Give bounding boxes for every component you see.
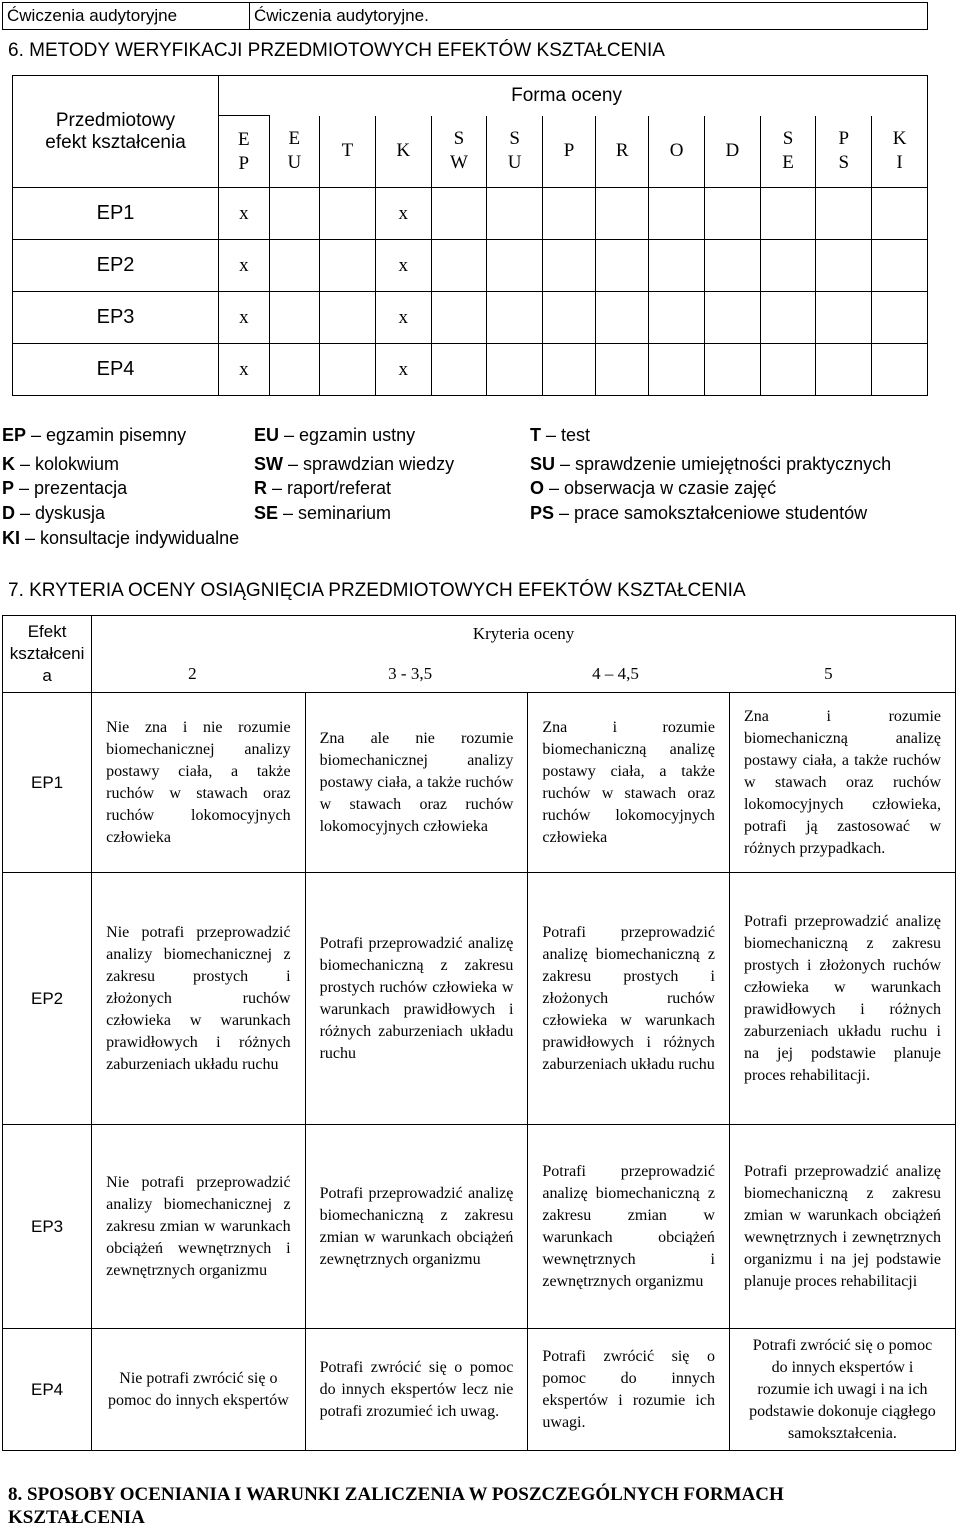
forma-col-header [320,116,376,188]
forma-oceny-table [12,75,928,396]
forma-mark-cell [543,188,596,240]
forma-mark-cell [760,240,816,292]
kryteria-group-header: Kryteria oceny [472,624,575,643]
forma-col-header [219,116,270,188]
legend-su: SU – sprawdzenie umiejętności praktycznych [530,454,892,474]
forma-col-header [760,116,816,188]
forma-row [13,240,928,292]
kryteria-cell: Nie potrafi przeprowadzić analizy biomechanicznej z zakresu zmian w warunkach obciążeń wewnętrznych i zewnętrznych organizmu [92,1125,305,1329]
forma-col-letter: S [509,128,520,150]
forma-mark-cell [596,344,649,396]
section-6-title: 6. METODY WERYFIKACJI PRZEDMIOTOWYCH EFEKTÓW KSZTAŁCENIA [8,40,665,61]
forma-mark-cell: x [219,344,270,396]
forma-mark-cell [872,188,928,240]
forma-row [13,188,928,240]
kryteria-cell: Potrafi przeprowadzić analizę biomechaniczną z zakresu prostych i złożonych ruchów człowieka w warunkach prawidłowych i różnych zaburzeniach układu ruchu i na jej podstawie planuje proces rehabilitacji. [729,873,955,1125]
forma-mark-cell [704,188,760,240]
grade-5: 5 [824,664,833,683]
kryteria-first-header [3,616,92,693]
forma-row-label: EP3 [13,292,219,344]
forma-col-letter: E [782,152,794,174]
forma-first-header-l2: efekt kształcenia [45,131,186,153]
kryteria-cell: Nie potrafi zwrócić się o pomoc do innych ekspertów [92,1329,305,1451]
forma-mark-cell: x [375,344,431,396]
forma-mark-cell [487,292,543,344]
forma-mark-cell [543,344,596,396]
forma-row-label: EP1 [13,188,219,240]
forma-col-letter: K [892,128,907,150]
forma-mark-cell [487,188,543,240]
forma-col-letter: P [563,140,575,162]
legend-ep: EP – egzamin pisemny [2,425,187,445]
forma-group-header: Forma oceny [219,76,928,116]
kryteria-first-header-l3: a [42,666,52,685]
forma-col-header [596,116,649,188]
kryteria-table [2,615,956,1451]
kryteria-cell: Zna ale nie rozumie biomechanicznej analizy postawy ciała, a także ruchów w stawach oraz ruchów lokomocyjnych człowieka [305,693,528,873]
kryteria-first-header-l1: Efekt [27,622,67,641]
forma-mark-cell [487,240,543,292]
legend-t: T – test [530,425,591,445]
kryteria-row-label: EP1 [3,693,92,873]
forma-mark-cell: x [375,240,431,292]
forma-mark-cell: x [219,188,270,240]
kryteria-cell: Potrafi przeprowadzić analizę biomechaniczną z zakresu zmian w warunkach obciążeń wewnętrznych i zewnętrznych organizmu i na jej podstawie planuje proces rehabilitacji [729,1125,955,1329]
kryteria-row-label: EP3 [3,1125,92,1329]
forma-row-label: EP2 [13,240,219,292]
legend-o: O – obserwacja w czasie zajęć [530,478,777,498]
forma-mark-cell [872,292,928,344]
forma-mark-cell [596,240,649,292]
forma-first-header-l1: Przedmiotowy [55,109,176,131]
kryteria-first-header-l2: kształceni [9,644,85,663]
kryteria-cell: Zna i rozumie biomechaniczną analizę postawy ciała, a także ruchów w stawach oraz ruchów lokomocyjnych człowieka, potrafi ją zastosować w różnych przypadkach. [729,693,955,873]
forma-mark-cell [320,188,376,240]
legend-ps: PS – prace samokształceniowe studentów [530,503,868,523]
header-left-cell: Ćwiczenia audytoryjne [3,3,250,30]
forma-mark-cell [816,240,872,292]
forma-mark-cell: x [219,292,270,344]
kryteria-cell: Potrafi zwrócić się o pomoc do innych ekspertów i rozumie ich uwagi. [528,1329,730,1451]
forma-mark-cell [872,240,928,292]
forma-mark-cell: x [375,188,431,240]
forma-mark-cell [872,344,928,396]
forma-col-letter: K [396,140,411,162]
forma-row-label: EP4 [13,344,219,396]
kryteria-cell: Potrafi zwrócić się o pomoc do innych ekspertów i rozumie ich uwagi i na ich podstawie dokonuje ciągłego samokształcenia. [729,1329,955,1451]
forma-col-letter: P [238,152,250,174]
forma-col-header [269,116,320,188]
forma-col-header [816,116,872,188]
kryteria-row [3,693,956,873]
section-7-title: 7. KRYTERIA OCENY OSIĄGNIĘCIA PRZEDMIOTOWYCH EFEKTÓW KSZTAŁCENIA [8,580,746,601]
forma-mark-cell [649,344,705,396]
forma-col-letter: R [615,140,629,162]
forma-mark-cell [704,344,760,396]
forma-col-letter: E [238,128,250,150]
forma-mark-cell [704,292,760,344]
forma-mark-cell [760,344,816,396]
forma-col-header [431,116,487,188]
forma-col-letter: T [341,140,354,162]
forma-mark-cell [704,240,760,292]
section-8-title-l1: 8. SPOSOBY OCENIANIA I WARUNKI ZALICZENIA W POSZCZEGÓLNYCH FORMACH [8,1484,784,1505]
forma-mark-cell [487,344,543,396]
kryteria-cell: Potrafi przeprowadzić analizę biomechaniczną z zakresu prostych ruchów człowieka w warunkach prawidłowych i różnych zaburzeniach układu ruchu [305,873,528,1125]
forma-mark-cell [816,188,872,240]
kryteria-row-label: EP4 [3,1329,92,1451]
forma-col-letter: U [507,152,522,174]
kryteria-cell: Potrafi przeprowadzić analizę biomechaniczną z zakresu zmian w warunkach obciążeń wewnętrznych i zewnętrznych organizmu [528,1125,730,1329]
legend-ki: KI – konsultacje indywidualne [2,528,240,548]
kryteria-cell: Nie potrafi przeprowadzić analizy biomechanicznej z zakresu prostych i złożonych ruchów człowieka w warunkach prawidłowych i różnych zaburzeniach układu ruchu [92,873,305,1125]
kryteria-row [3,1125,956,1329]
kryteria-cell: Zna i rozumie biomechaniczną analizę postawy ciała, a także ruchów w stawach oraz ruchów lokomocyjnych człowieka [528,693,730,873]
legend-r: R – raport/referat [254,478,392,498]
legend-se: SE – seminarium [254,503,392,523]
grade-2: 2 [188,664,197,683]
forma-mark-cell [269,240,320,292]
forma-mark-cell [816,344,872,396]
forma-col-letter: E [288,128,301,150]
legend-p: P – prezentacja [2,478,128,498]
forma-col-header [543,116,596,188]
forma-mark-cell [760,188,816,240]
legend-k: K – kolokwium [2,454,120,474]
forma-first-header [13,76,219,188]
forma-mark-cell [760,292,816,344]
forma-col-header [375,116,431,188]
forma-col-letter: W [449,152,468,174]
forma-mark-cell [649,188,705,240]
forma-col-letter: P [838,128,850,150]
forma-mark-cell [269,188,320,240]
forma-mark-cell [320,292,376,344]
grade-3: 3 - 3,5 [388,664,433,683]
forma-mark-cell [431,240,487,292]
forma-mark-cell [649,292,705,344]
forma-mark-cell [543,292,596,344]
forma-body [13,188,928,396]
kryteria-row [3,1329,956,1451]
forma-mark-cell [816,292,872,344]
forma-mark-cell [649,240,705,292]
forma-row [13,292,928,344]
forma-col-letter: O [669,140,684,162]
forma-col-letter: S [782,128,794,150]
forma-mark-cell [543,240,596,292]
forma-mark-cell [431,188,487,240]
grade-4: 4 – 4,5 [592,664,639,683]
forma-col-header [649,116,705,188]
forma-col-header [872,116,928,188]
forma-col-letter: D [725,140,740,162]
forma-col-letter: S [838,152,850,174]
forma-col-header [704,116,760,188]
forma-mark-cell [320,344,376,396]
forma-mark-cell [431,292,487,344]
kryteria-grade-header [92,616,956,693]
legend-sw: SW – sprawdzian wiedzy [254,454,455,474]
forma-mark-cell [269,344,320,396]
kryteria-body [3,693,956,1451]
legend-eu: EU – egzamin ustny [254,425,416,445]
forma-row [13,344,928,396]
kryteria-cell: Potrafi przeprowadzić analizę biomechaniczną z zakresu zmian w warunkach obciążeń zewnętrznych organizmu [305,1125,528,1329]
kryteria-row [3,873,956,1125]
forma-col-letter: I [896,152,903,174]
forma-mark-cell: x [219,240,270,292]
kryteria-cell: Potrafi przeprowadzić analizę biomechaniczną z zakresu prostych i złożonych ruchów człowieka w warunkach prawidłowych i różnych zaburzeniach układu ruchu [528,873,730,1125]
forma-mark-cell [596,188,649,240]
forma-mark-cell [596,292,649,344]
forma-mark-cell: x [375,292,431,344]
header-table [2,2,928,30]
forma-col-letter: S [453,128,465,150]
header-right-cell: Ćwiczenia audytoryjne. [250,3,928,30]
section-8-title-l2: KSZTAŁCENIA [8,1507,145,1528]
kryteria-cell: Nie zna i nie rozumie biomechanicznej analizy postawy ciała, a także ruchów w stawach oraz ruchów lokomocyjnych człowieka [92,693,305,873]
forma-col-letter: U [287,152,302,174]
forma-mark-cell [431,344,487,396]
kryteria-cell: Potrafi zwrócić się o pomoc do innych ekspertów lecz nie potrafi zrozumieć ich uwag. [305,1329,528,1451]
forma-mark-cell [269,292,320,344]
forma-mark-cell [320,240,376,292]
legend-d: D – dyskusja [2,503,106,523]
forma-col-header [487,116,543,188]
kryteria-row-label: EP2 [3,873,92,1125]
